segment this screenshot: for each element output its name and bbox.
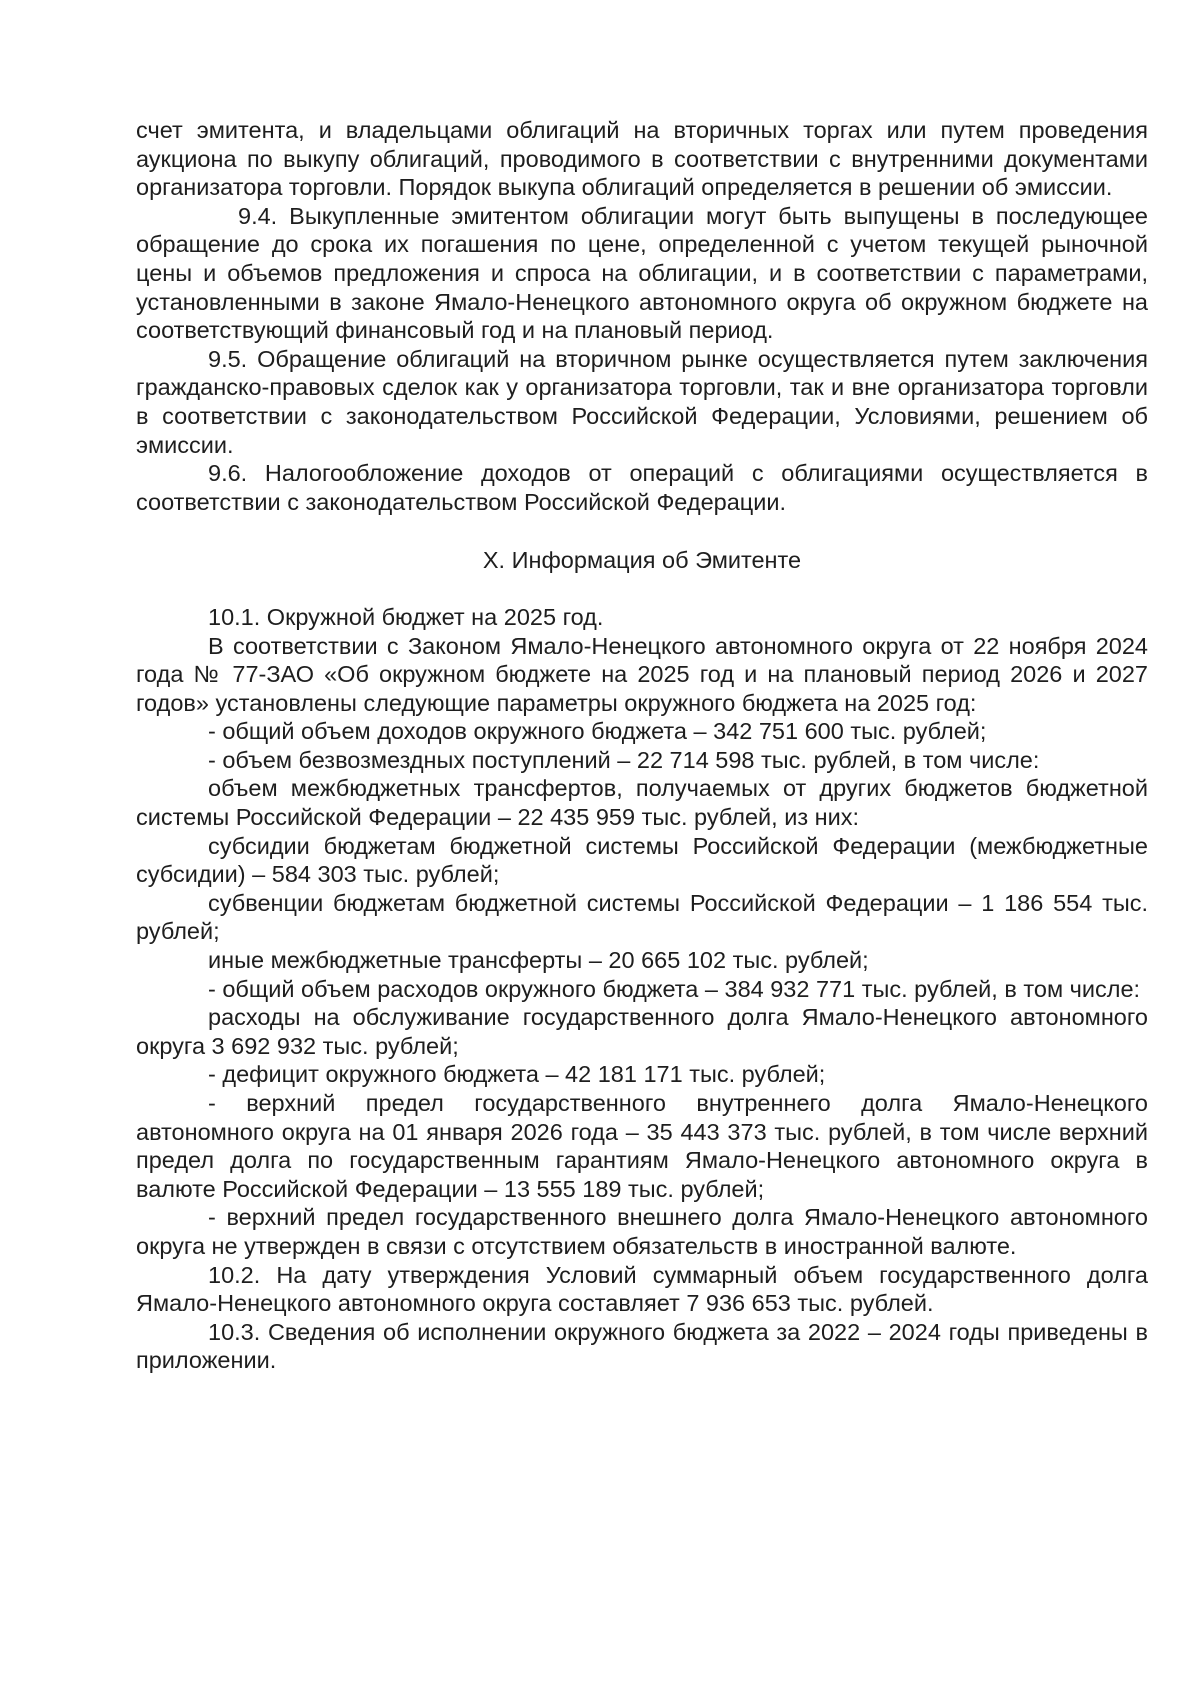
list-item-subsidies: субсидии бюджетам бюджетной системы Российской Федерации (межбюджетные субсидии) – 584 303 тыс. рублей; [136,832,1148,888]
paragraph-10-3: 10.3. Сведения об исполнении окружного бюджета за 2022 – 2024 годы приведены в приложении. [136,1318,1148,1374]
paragraph-9-4: 9.4. Выкупленные эмитентом облигации могут быть выпущены в последующее обращение до срока их погашения по цене, определенной с учетом текущей рыночной цены и объемов предложения и спроса на облигации, и в соответствии с параметрами, установленными в законе Ямало-Ненецкого автономного округа об окружном бюджете на соответствующий финансовый год и на плановый период. [136,202,1148,344]
list-item-interbudget-transfers: объем межбюджетных трансфертов, получаемых от других бюджетов бюджетной системы Российской Федерации – 22 435 959 тыс. рублей, из них: [136,775,1148,831]
list-item-debt-service: расходы на обслуживание государственного долга Ямало-Ненецкого автономного округа 3 692 932 тыс. рублей; [136,1004,1148,1059]
paragraph-9-5: 9.5. Обращение облигаций на вторичном рынке осуществляется путем заключения гражданско-правовых сделок как у организатора торговли, так и вне организатора торговли в соответствии с законодательством Российской Федерации, Условиями, решением об эмиссии. [136,345,1148,458]
paragraph-law-reference: В соответствии с Законом Ямало-Ненецкого автономного округа от 22 ноября 2024 года № 77-ЗАО «Об окружном бюджете на 2025 год и на плановый период 2026 и 2027 годов» установлены следующие параметры окружного бюджета на 2025 год: [136,632,1148,716]
paragraph-9-3-continuation: счет эмитента, и владельцами облигаций на вторичных торгах или путем проведения аукциона по выкупу облигаций, проводимого в соответствии с внутренними документами организатора торговли. Порядок выкупа облигаций определяется в решении об эмиссии. [136,117,1148,201]
document-page [136,116,1148,1375]
list-item-expenses: - общий объем расходов окружного бюджета – 384 932 771 тыс. рублей, в том числе: [208,975,1141,1002]
paragraph-10-1: 10.1. Окружной бюджет на 2025 год. [208,603,604,630]
list-item-deficit: - дефицит окружного бюджета – 42 181 171 тыс. рублей; [208,1061,826,1088]
list-item-income: - общий объем доходов окружного бюджета – 342 751 600 тыс. рублей; [208,718,987,745]
list-item-gratuitous-receipts: - объем безвозмездных поступлений – 22 714 598 тыс. рублей, в том числе: [208,746,1040,773]
section-title: X. Информация об Эмитенте [482,547,802,574]
list-item-subventions: субвенции бюджетам бюджетной системы Российской Федерации – 1 186 554 тыс. рублей; [136,889,1148,945]
list-item-other-transfers: иные межбюджетные трансферты – 20 665 102 тыс. рублей; [208,947,869,974]
list-item-internal-debt-limit: - верхний предел государственного внутреннего долга Ямало-Ненецкого автономного округа на 01 января 2026 года – 35 443 373 тыс. рублей, в том числе верхний предел долга по государственным гарантиям Ямало-Ненецкого автономного округа в валюте Российской Федерации – 13 555 189 тыс. рублей; [136,1090,1148,1202]
paragraph-9-6: 9.6. Налогообложение доходов от операций с облигациями осуществляется в соответствии с законодательством Российской Федерации. [136,460,1148,515]
paragraph-10-2: 10.2. На дату утверждения Условий суммарный объем государственного долга Ямало-Ненецкого автономного округа составляет 7 936 653 тыс. рублей. [136,1261,1148,1317]
list-item-external-debt-limit: - верхний предел государственного внешнего долга Ямало-Ненецкого автономного округа не утвержден в связи с отсутствием обязательств в иностранной валюте. [136,1204,1148,1259]
